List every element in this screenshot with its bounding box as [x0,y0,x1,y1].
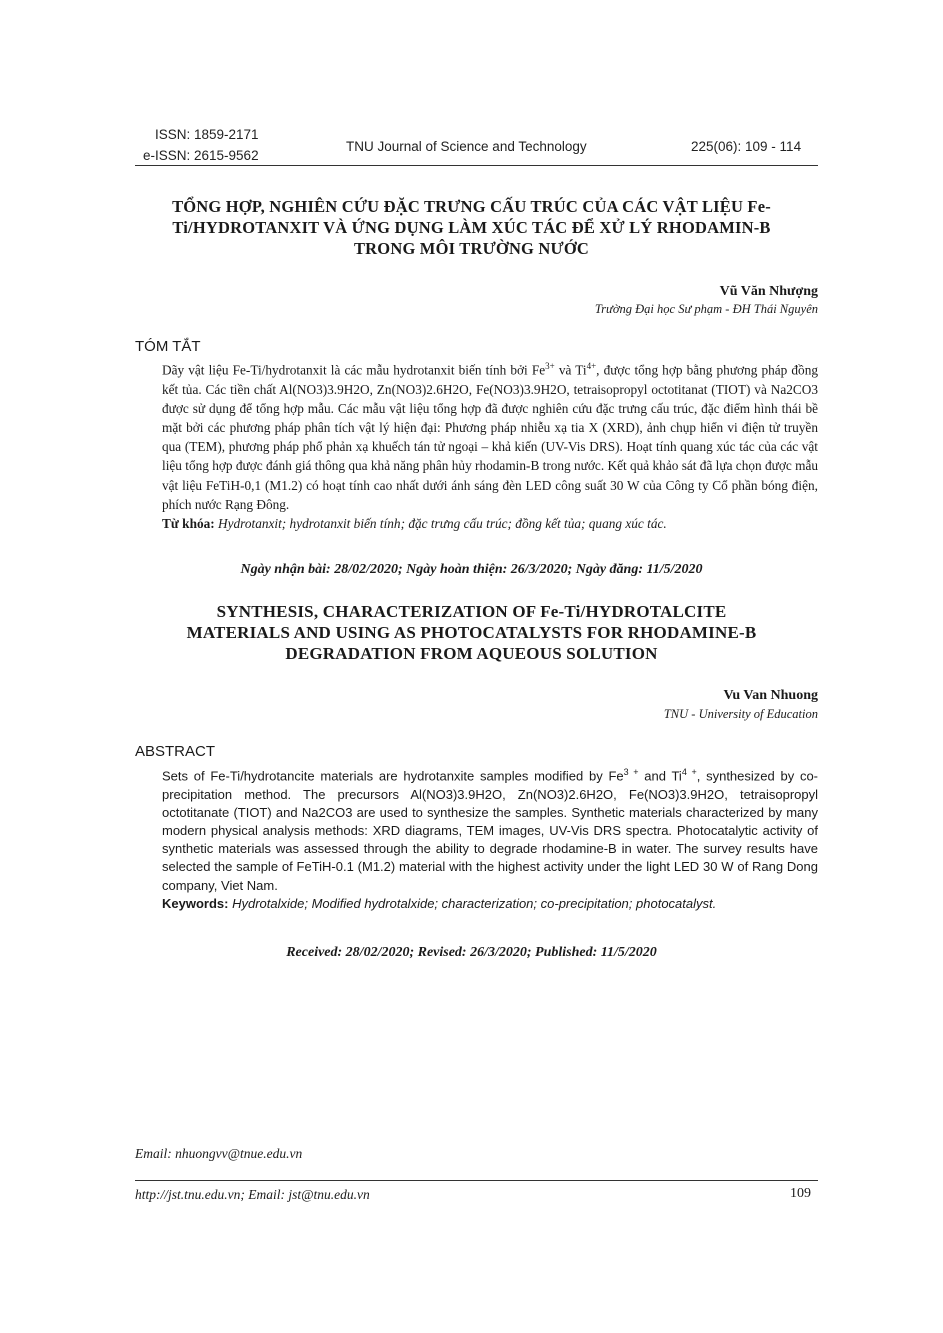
en-title-line-3: DEGRADATION FROM AQUEOUS SOLUTION [285,644,658,663]
footer-links: http://jst.tnu.edu.vn; Email: jst@tnu.edu.vn [135,1187,370,1202]
en-title [120,601,823,664]
en-title-line-1: SYNTHESIS, CHARACTERIZATION OF Fe-Ti/HYDROTALCITE [216,602,727,621]
en-abstract [162,763,818,913]
en-keywords [162,895,818,913]
author-email: Email: nhuongvv@tnue.edu.vn [135,1146,303,1161]
en-affiliation: TNU - University of Education [663,707,818,721]
vi-dates: Ngày nhận bài: 28/02/2020; Ngày hoàn thiện: 26/3/2020; Ngày đăng: 11/5/2020 [240,562,703,577]
vi-abstract-part-3: , được tổng hợp bằng phương pháp đồng kết tủa. Các tiền chất Al(NO3)3.9H2O, Zn(NO3)2.6H2O, Fe(NO3)3.9H2O, tetraisopropyl octotitanat (TIOT) và Na2CO3 được sử dụng để tổng hợp mẫu. Các mẫu vật liệu tổng hợp đã được nghiên cứu đặc trưng cấu trúc, đặc điểm hình thái bề mặt bởi các phương pháp phân tích vật lý hiện đại: Phương pháp nhiễu xạ tia X (XRD), ảnh chụp hiển vi điện tử truyền qua (TEM), phương pháp phổ phản xạ khuếch tán tử ngoại – khả kiến (UV-Vis DRS). Hoạt tính quang xúc tác của các vật liệu tổng hợp được đánh giá thông qua khả năng phân hủy rhodamin-B trong nước. Kết quả khảo sát đã lựa chọn được mẫu vật liệu FeTiH-0,1 (M1.2) có hoạt tính cao nhất dưới ánh sáng đèn LED công suất 30 W của Công ty Cổ phần bóng điện, phích nước Rạng Đông. [162,362,818,512]
eissn: e-ISSN: 2615-9562 [143,148,259,163]
en-abstract-part-1: Sets of Fe-Ti/hydrotancite materials are hydrotanxite samples modified by Fe [162,768,624,784]
vi-keywords [162,514,818,533]
vi-keywords-text: Hydrotanxit; hydrotanxit biến tính; đặc trưng cấu trúc; đồng kết tủa; quang xúc tác. [218,516,667,532]
vi-sup-fe: 3+ [545,361,555,371]
en-author: Vu Van Nhuong [723,688,818,703]
en-sup-fe: 3 + [623,767,639,777]
header-rule [135,165,818,166]
vi-keywords-label: Từ khóa: [162,516,215,532]
vi-sup-ti: 4+ [586,361,597,371]
vi-author: Vũ Văn Nhượng [719,284,818,299]
vi-abstract-part-1: Dãy vật liệu Fe-Ti/hydrotanxit là các mẫu hydrotanxit biến tính bởi Fe [162,362,546,378]
en-abstract-part-3: , synthesized by co-precipitation method. The precursors Al(NO3)3.9H2O, Zn(NO3)2.6H2O, Fe(NO3)3.9H2O, tetraisopropyl octotitanate (TIOT) and Na2CO3 are used to synthesize the samples. Synthetic materials characterized by many modern physical analysis methods: XRD diagrams, TEM images, UV-Vis DRS spectra. Photocatalytic activity of synthetic materials was assessed through the ability to degrade rhodamine-B in water. The survey results have selected the sample of FeTiH-0.1 (M1.2) material with the highest activity under the light LED 30 W of Rang Dong company, Viet Nam. [162,768,819,893]
vi-abstract-part-2: và Ti [554,362,587,378]
vi-abstract-heading: TÓM TẮT [135,338,201,355]
vi-title [120,196,823,259]
en-sup-ti: 4 + [681,767,697,777]
en-dates: Received: 28/02/2020; Revised: 26/3/2020; Published: 11/5/2020 [286,945,657,960]
en-keywords-text: Hydrotalxide; Modified hydrotalxide; characterization; co-precipitation; photocatalyst. [232,895,717,911]
vi-title-line-3: TRONG MÔI TRƯỜNG NƯỚC [353,239,590,258]
vi-abstract [162,357,818,533]
page-number: 109 [790,1186,811,1201]
en-abstract-part-2: and Ti [638,768,682,784]
vi-title-line-1: TỔNG HỢP, NGHIÊN CỨU ĐẶC TRƯNG CẤU TRÚC CỦA CÁC VẬT LIỆU Fe- [172,197,771,216]
journal-name: TNU Journal of Science and Technology [346,139,587,154]
vi-title-line-2: Ti/HYDROTANXIT VÀ ỨNG DỤNG LÀM XÚC TÁC ĐỂ XỬ LÝ RHODAMIN-B [172,218,771,237]
en-title-line-2: MATERIALS AND USING AS PHOTOCATALYSTS FOR RHODAMINE-B [186,623,757,642]
issn: ISSN: 1859-2171 [155,127,259,142]
en-abstract-heading: ABSTRACT [135,743,216,760]
footer-rule [135,1180,818,1181]
volume-pages: 225(06): 109 - 114 [691,139,802,154]
vi-affiliation: Trường Đại học Sư phạm - ĐH Thái Nguyên [594,302,818,316]
en-keywords-label: Keywords: [162,895,229,911]
